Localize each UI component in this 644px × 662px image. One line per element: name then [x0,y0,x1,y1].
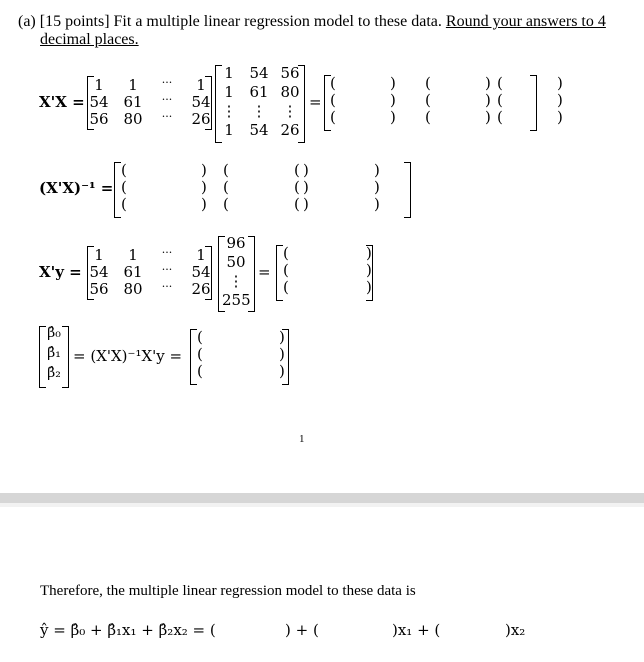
xtx-xt-cell: ··· [161,76,173,89]
xty-xt-cell: 80 [123,280,143,298]
xtx-blank-open[interactable]: ( [425,91,431,109]
xtx-x-cell: 54 [249,64,269,82]
xtx-blank-open[interactable]: ( [497,91,503,109]
xtx-xt-cell: 1 [196,76,206,94]
xtx-inv-blank-close: ) [374,195,380,213]
xtx-blank-close: ) [390,91,396,109]
heading-instruction-1: Round your answers to 4 [445,13,606,30]
xtx-x-cell: ⋮ [251,102,267,120]
xtx-x-cell: 56 [280,64,300,82]
xtx-inv-blank-open[interactable]: ( [294,161,300,179]
xtx-inv-blank-close: ) [303,161,309,179]
xtx-x-cell: 80 [280,83,300,101]
xtx-inv-right-bracket [404,162,411,218]
xtx-inv-blank-open[interactable]: ( [294,195,300,213]
xtx-inv-blank-open[interactable]: ( [223,161,229,179]
xtx-blank-open[interactable]: ( [330,108,336,126]
beta-hat-1: β̂₁ [47,345,61,361]
xtx-inv-blank-open[interactable]: ( [121,178,127,196]
xty-y-cell: 50 [226,253,246,271]
xtx-blank-close: ) [390,74,396,92]
heading-text: (a) [15 points] Fit a multiple linear regression model to these data. [18,13,446,30]
xty-xt-cell: 1 [128,246,138,264]
beta-blank-close: ) [279,345,285,363]
xty-answer-left-bracket [276,245,283,301]
beta-hat-0: β̂₀ [47,325,61,341]
xty-xt-cell: 1 [94,246,104,264]
xtx-inv-blank-close: ) [374,161,380,179]
xtx-xt-cell: ··· [161,110,173,123]
xtx-xt-cell: ··· [161,93,173,106]
xtx-xt-cell: 61 [123,93,143,111]
xtx-blank-close: ) [485,74,491,92]
xty-xt-cell: 56 [89,280,109,298]
xtx-blank-open[interactable]: ( [330,91,336,109]
page-number: 1 [299,433,305,445]
xty-y-cell: ⋮ [228,272,244,290]
xtx-inv-blank-close: ) [374,178,380,196]
xtx-inv-blank-close: ) [303,195,309,213]
xtx-x-cell: 1 [224,121,234,139]
xty-label: X'y = [39,263,82,281]
xtx-label: X'X = [39,93,85,111]
regression-equation-part2: ) + ( [285,621,319,639]
xtx-inv-blank-close: ) [201,178,207,196]
xtx-blank-open[interactable]: ( [497,108,503,126]
beta-formula: = (X'X)⁻¹X'y = [73,347,183,365]
xty-y-cell: 255 [222,291,251,309]
regression-equation-start: ŷ = β̂₀ + β̂₁x₁ + β̂₂x₂ = ( [40,621,216,639]
xty-xt-cell: 54 [89,263,109,281]
xtx-xt-cell: 54 [191,93,211,111]
beta-blank-open[interactable]: ( [197,345,203,363]
xtx-blank-open[interactable]: ( [330,74,336,92]
xtx-x-cell: 26 [280,121,300,139]
beta-blank-open[interactable]: ( [197,328,203,346]
xtx-inv-label: (X'X)⁻¹ = [39,179,114,197]
xtx-xt-cell: 56 [89,110,109,128]
regression-equation-part4: )x₂ [505,621,526,639]
question-heading [18,13,606,49]
xtx-xt-cell: 1 [128,76,138,94]
page-separator-shadow [0,503,644,507]
xty-xt-cell: ··· [161,280,173,293]
xtx-x-cell: 1 [224,64,234,82]
xtx-blank-close: ) [485,91,491,109]
xty-blank-close: ) [366,261,372,279]
xtx-inv-blank-close: ) [201,195,207,213]
xtx-inv-blank-open[interactable]: ( [223,195,229,213]
xtx-x-cell: ⋮ [221,102,237,120]
xtx-xt-cell: 80 [123,110,143,128]
beta-blank-close: ) [279,328,285,346]
beta-blank-close: ) [279,362,285,380]
xtx-x-cell: 54 [249,121,269,139]
xtx-xt-cell: 26 [191,110,211,128]
xty-blank-open[interactable]: ( [283,244,289,262]
xtx-blank-open[interactable]: ( [497,74,503,92]
xty-xt-cell: 61 [123,263,143,281]
xtx-inv-left-bracket [114,162,121,218]
xtx-inv-blank-close: ) [201,161,207,179]
xtx-xt-cell: 1 [94,76,104,94]
xtx-inv-blank-open[interactable]: ( [121,195,127,213]
xty-blank-close: ) [366,278,372,296]
xty-equals: = [258,263,271,281]
xty-xt-cell: 1 [196,246,206,264]
xtx-equals: = [309,93,322,111]
xtx-blank-open[interactable]: ( [425,74,431,92]
xtx-x-cell: 1 [224,83,234,101]
xtx-blank-close: ) [557,74,563,92]
xtx-x-cell: 61 [249,83,269,101]
xty-y-cell: 96 [226,234,246,252]
xty-xt-cell: ··· [161,246,173,259]
xty-xt-cell: 26 [191,280,211,298]
beta-blank-open[interactable]: ( [197,362,203,380]
xtx-blank-close: ) [390,108,396,126]
xty-blank-open[interactable]: ( [283,278,289,296]
xty-xt-cell: ··· [161,263,173,276]
xtx-blank-open[interactable]: ( [425,108,431,126]
xtx-inv-blank-open[interactable]: ( [223,178,229,196]
heading-instruction-2: decimal places. [40,31,139,48]
xtx-blank-close: ) [557,91,563,109]
conclusion-text: Therefore, the multiple linear regression model to these data is [40,583,416,599]
xty-blank-close: ) [366,244,372,262]
xtx-inv-blank-open[interactable]: ( [121,161,127,179]
xtx-blank-close: ) [557,108,563,126]
xty-xt-cell: 54 [191,263,211,281]
regression-equation-part3: )x₁ + ( [392,621,441,639]
page-separator [0,493,644,503]
xtx-inv-blank-open[interactable]: ( [294,178,300,196]
beta-answer-left-bracket [190,329,197,385]
beta-hat-2: β̂₂ [47,365,61,381]
xtx-x-cell: ⋮ [282,102,298,120]
xtx-answer-right-bracket [530,75,537,131]
xtx-inv-blank-close: ) [303,178,309,196]
xty-blank-open[interactable]: ( [283,261,289,279]
xtx-xt-cell: 54 [89,93,109,111]
xtx-blank-close: ) [485,108,491,126]
